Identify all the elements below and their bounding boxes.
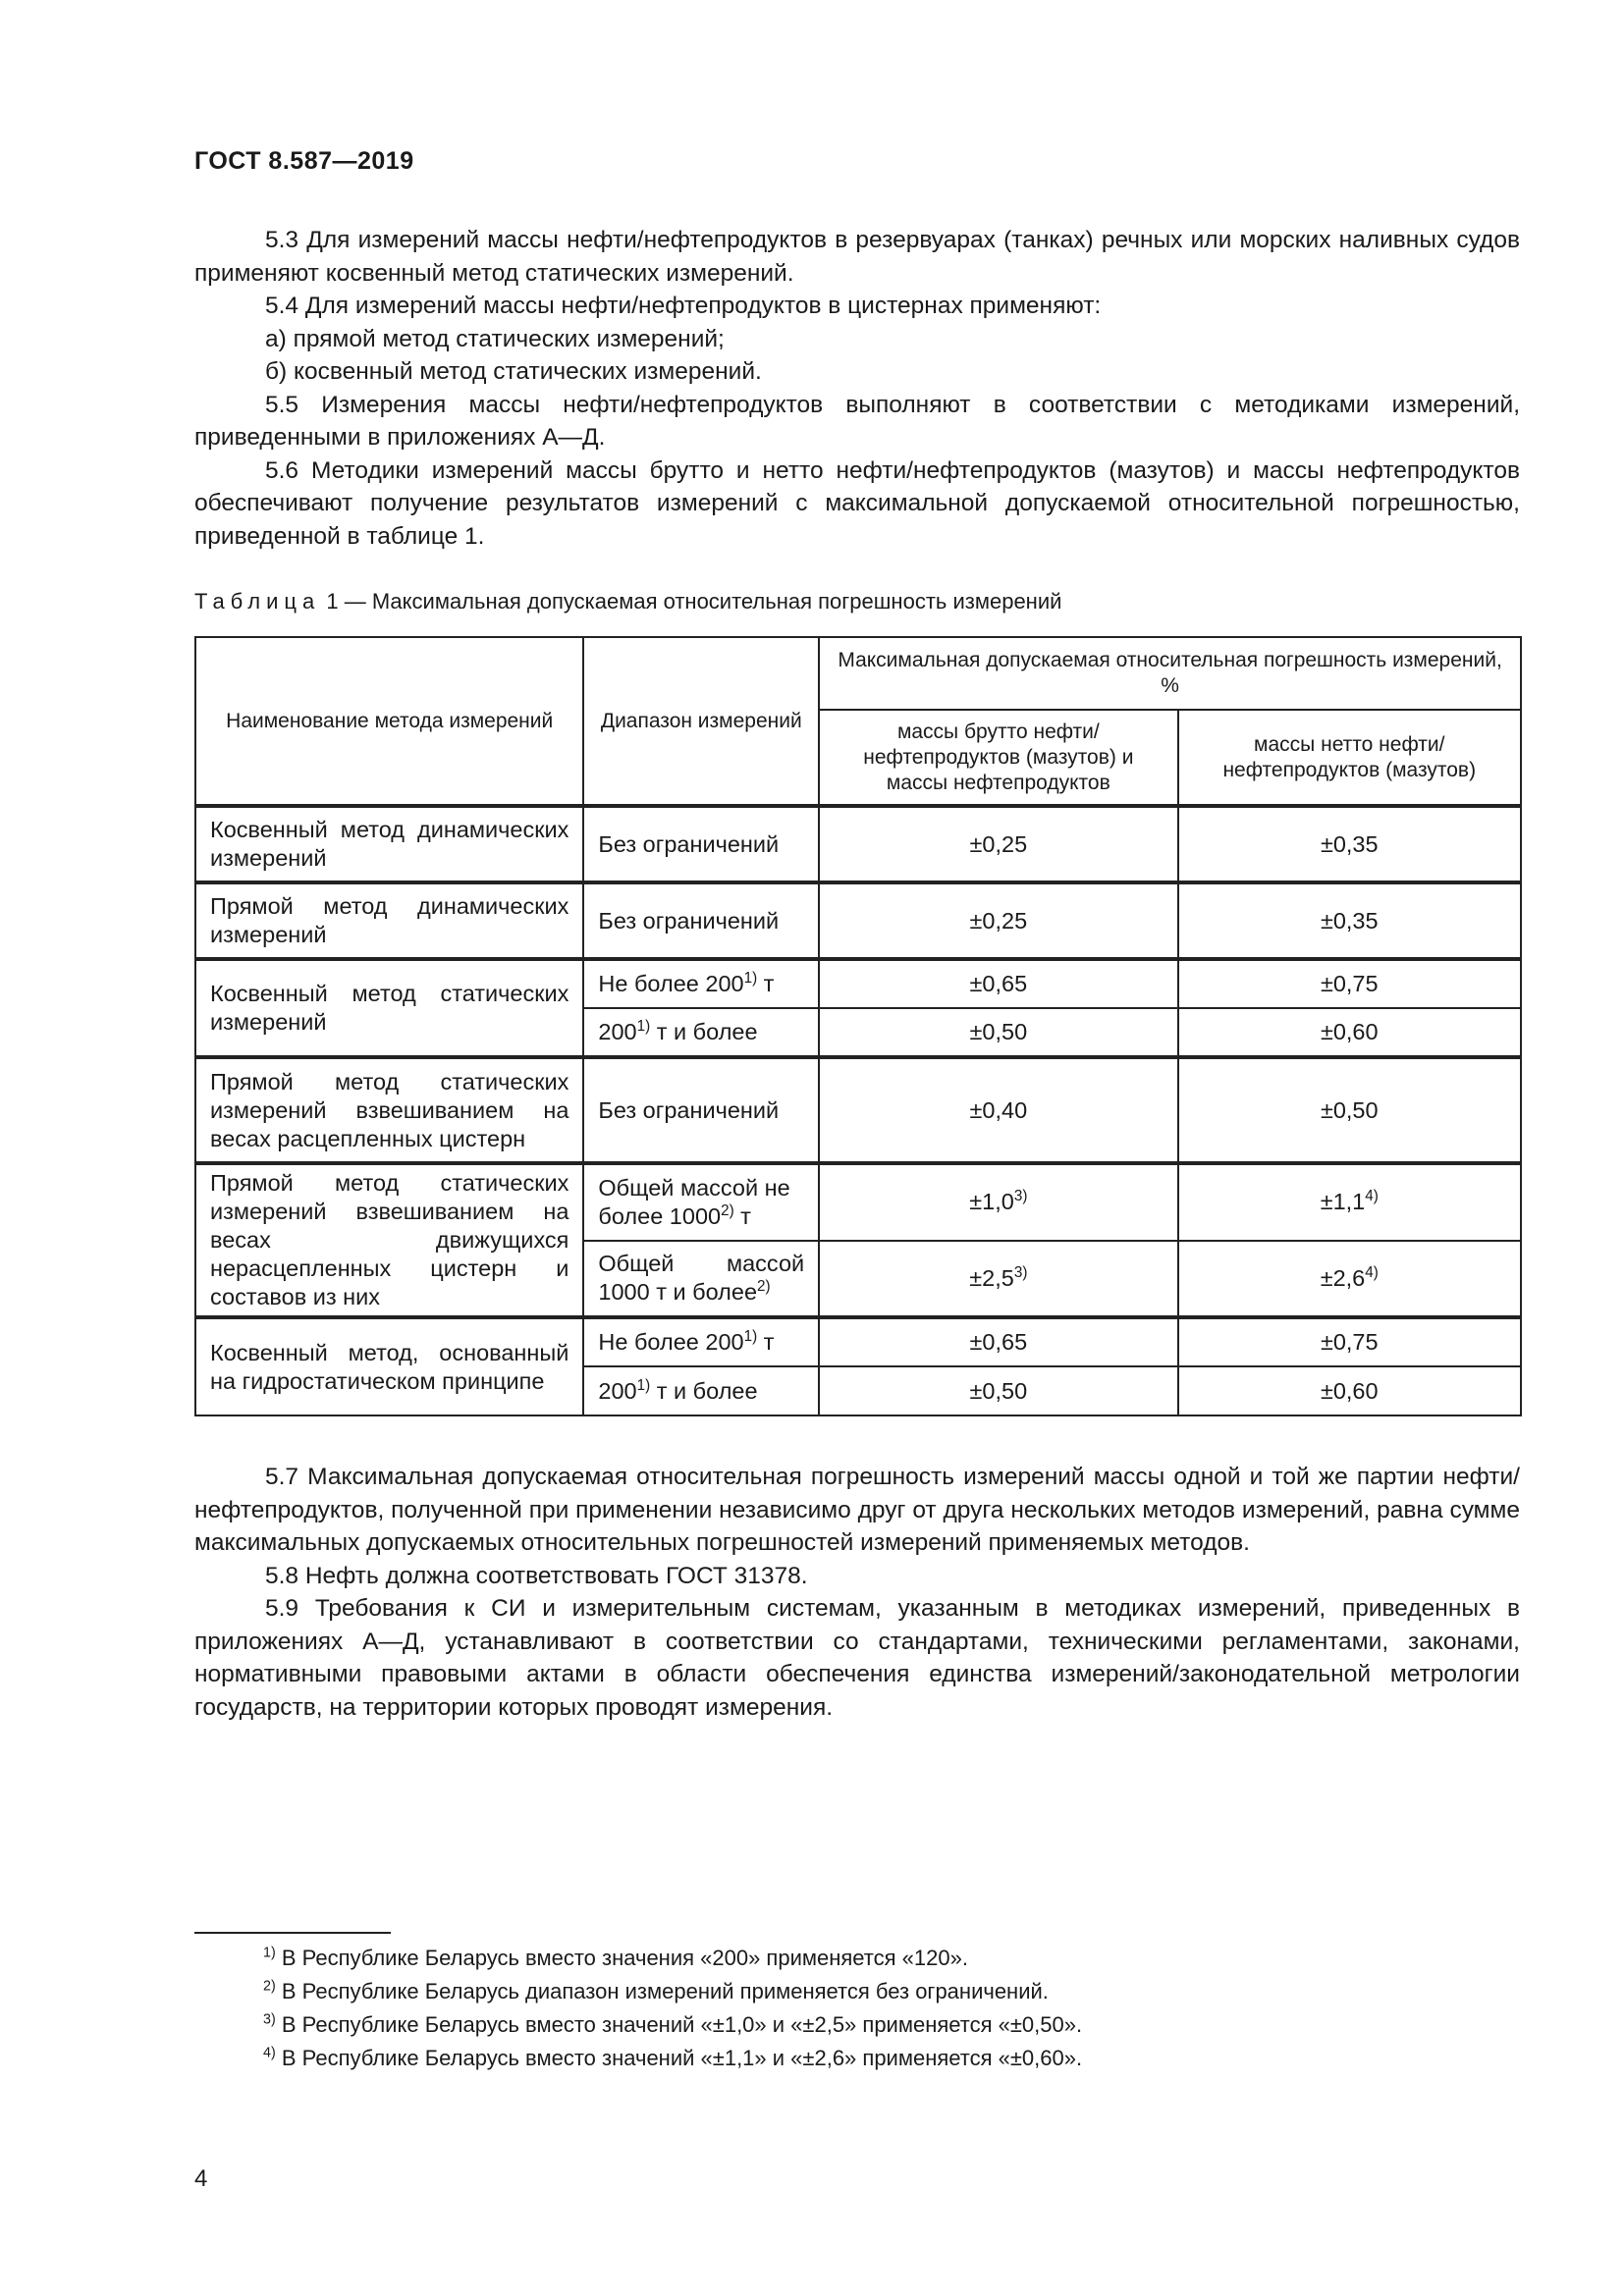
header-gross: массы брутто нефти/ нефтепродуктов (мазутов) и массы нефтепродуктов	[819, 710, 1177, 806]
footnote-text: В Республике Беларусь вместо значения «200» применяется «120».	[281, 1946, 968, 1970]
footnote-text: В Республике Беларусь вместо значений «±1,0» и «±2,5» применяется «±0,50».	[281, 2012, 1083, 2037]
table-row	[195, 1057, 1521, 1163]
footnote-mark: 2)	[263, 1978, 276, 1995]
paragraph-5-7: 5.7 Максимальная допускаемая относительная погрешность измерений массы одной и той же партии нефти/нефтепродуктов, полученной при применении независимо друг от друга нескольких методов измерений, равна сумме максимальных допускаемых относительных погрешностей измерений применяемых методов.	[194, 1464, 1520, 1556]
footnotes	[263, 1942, 1082, 2075]
value-text: ±2,6	[1320, 1264, 1366, 1291]
page-number: 4	[194, 2165, 208, 2192]
footnote-ref: 1)	[743, 1328, 758, 1346]
net-value	[1178, 1163, 1521, 1241]
net-value: ±0,50	[1178, 1057, 1521, 1163]
header-range: Диапазон измерений	[583, 637, 819, 806]
range-text: 200	[598, 1377, 637, 1404]
range-unit: т	[757, 1329, 775, 1355]
net-value: ±0,75	[1178, 1317, 1521, 1366]
footnote-text: В Республике Беларусь вместо значений «±1,1» и «±2,6» применяется «±0,60».	[281, 2046, 1083, 2070]
footnote-mark: 3)	[263, 2011, 276, 2028]
net-value	[1178, 1241, 1521, 1318]
range-cell: Без ограничений	[583, 882, 819, 959]
footnote-ref: 4)	[1365, 1188, 1379, 1205]
paragraph-5-6: 5.6 Методики измерений массы брутто и нетто нефти/нефтепродуктов (мазутов) и массы нефтепродуктов обеспечивают получение результатов измерений с максимальной допускаемой относительной погрешностью, приведенной в таблице 1.	[194, 456, 1520, 550]
paragraph-5-5: 5.5 Измерения массы нефти/нефтепродуктов выполняют в соответствии с методиками измерений, приведенными в приложениях А—Д.	[194, 391, 1520, 451]
footnote-ref: 1)	[743, 970, 758, 988]
table-row	[195, 882, 1521, 959]
document-id-header: ГОСТ 8.587—2019	[194, 147, 414, 175]
footnote-text: В Республике Беларусь диапазон измерений применяется без ограничений.	[281, 1979, 1049, 2003]
method-cell: Прямой метод статических измерений взвешиванием на весах расцепленных цистерн	[195, 1057, 583, 1163]
gross-value: ±0,65	[819, 959, 1177, 1008]
table-row	[195, 1163, 1521, 1241]
footnote-mark: 1)	[263, 1945, 276, 1961]
footnote-ref: 4)	[1365, 1263, 1379, 1281]
paragraph-5-9: 5.9 Требования к СИ и измерительным системам, указанным в методиках измерений, приведенных в приложениях А—Д, устанавливают в соответствии со стандартами, техническими регламентами, законами, нормативными правовыми актами в области обеспечения единства измерений/законодательной метрологии государств, на территории которых проводят измерения.	[194, 1595, 1520, 1721]
table-row	[195, 806, 1521, 882]
gross-value: ±0,50	[819, 1366, 1177, 1415]
footnote-ref: 2)	[721, 1201, 734, 1219]
gross-value: ±0,25	[819, 882, 1177, 959]
paragraph-5-4: 5.4 Для измерений массы нефти/нефтепродуктов в цистернах применяют:	[265, 293, 1102, 319]
method-cell: Косвенный метод статических измерений	[195, 959, 583, 1057]
footnote-divider	[194, 1932, 391, 1934]
footnote-item	[263, 2008, 1082, 2042]
header-method: Наименование метода измерений	[195, 637, 583, 806]
gross-value: ±0,25	[819, 806, 1177, 882]
range-text: Общей массой 1000 т и более	[598, 1251, 805, 1306]
gross-value: ±0,65	[819, 1317, 1177, 1366]
net-value: ±0,60	[1178, 1008, 1521, 1057]
range-cell	[583, 1241, 819, 1318]
range-unit: т	[757, 971, 775, 996]
table-caption-word: Таблица	[194, 589, 321, 614]
range-cell: Без ограничений	[583, 806, 819, 882]
range-cell	[583, 1163, 819, 1241]
footnote-item	[263, 2042, 1082, 2075]
footnote-ref: 3)	[1013, 1188, 1028, 1205]
method-cell: Косвенный метод динамических измерений	[195, 806, 583, 882]
gross-value: ±0,40	[819, 1057, 1177, 1163]
range-text: Общей массой не более 1000	[598, 1174, 790, 1229]
footnote-ref: 1)	[636, 1376, 651, 1394]
value-text: ±1,0	[969, 1189, 1014, 1215]
gross-value	[819, 1163, 1177, 1241]
header-net: массы нетто нефти/ нефтепродуктов (мазутов)	[1178, 710, 1521, 806]
net-value: ±0,75	[1178, 959, 1521, 1008]
range-cell	[583, 1317, 819, 1366]
gross-value	[819, 1241, 1177, 1318]
range-text: Не более 200	[598, 971, 744, 996]
footnote-ref: 3)	[1013, 1263, 1028, 1281]
footnote-mark: 4)	[263, 2045, 276, 2061]
paragraph-5-3: 5.3 Для измерений массы нефти/нефтепродуктов в резервуарах (танках) речных или морских наливных судов применяют косвенный метод статических измерений.	[194, 227, 1520, 287]
list-item-b: б) косвенный метод статических измерений.	[265, 358, 762, 385]
range-cell: Без ограничений	[583, 1057, 819, 1163]
range-text: Не более 200	[598, 1329, 744, 1355]
method-cell: Прямой метод динамических измерений	[195, 882, 583, 959]
table-caption-text: 1 — Максимальная допускаемая относительная погрешность измерений	[326, 589, 1062, 614]
top-paragraphs	[194, 224, 1520, 553]
method-cell: Косвенный метод, основанный на гидростатическом принципе	[195, 1317, 583, 1415]
method-cell: Прямой метод статических измерений взвешиванием на весах движущихся нерасцепленных цистерн и составов из них	[195, 1163, 583, 1317]
footnote-item	[263, 1975, 1082, 2008]
range-unit: т	[733, 1202, 751, 1229]
net-value: ±0,35	[1178, 882, 1521, 959]
net-value: ±0,60	[1178, 1366, 1521, 1415]
footnote-ref: 2)	[757, 1278, 771, 1296]
table-caption	[194, 589, 1061, 614]
value-text: ±1,1	[1320, 1189, 1366, 1215]
gross-value: ±0,50	[819, 1008, 1177, 1057]
range-cell	[583, 1008, 819, 1057]
error-table	[194, 636, 1522, 1416]
net-value: ±0,35	[1178, 806, 1521, 882]
table-row	[195, 959, 1521, 1008]
header-error-group: Максимальная допускаемая относительная погрешность измерений, %	[819, 637, 1521, 710]
list-item-a: а) прямой метод статических измерений;	[265, 325, 725, 352]
bottom-paragraphs	[194, 1461, 1520, 1724]
range-unit: т и более	[650, 1019, 758, 1044]
paragraph-5-8: 5.8 Нефть должна соответствовать ГОСТ 31378.	[265, 1562, 808, 1589]
footnote-item	[263, 1942, 1082, 1975]
range-cell	[583, 959, 819, 1008]
footnote-ref: 1)	[636, 1018, 651, 1036]
range-unit: т и более	[650, 1377, 758, 1404]
table-row	[195, 1317, 1521, 1366]
value-text: ±2,5	[969, 1264, 1014, 1291]
range-text: 200	[598, 1019, 637, 1044]
range-cell	[583, 1366, 819, 1415]
